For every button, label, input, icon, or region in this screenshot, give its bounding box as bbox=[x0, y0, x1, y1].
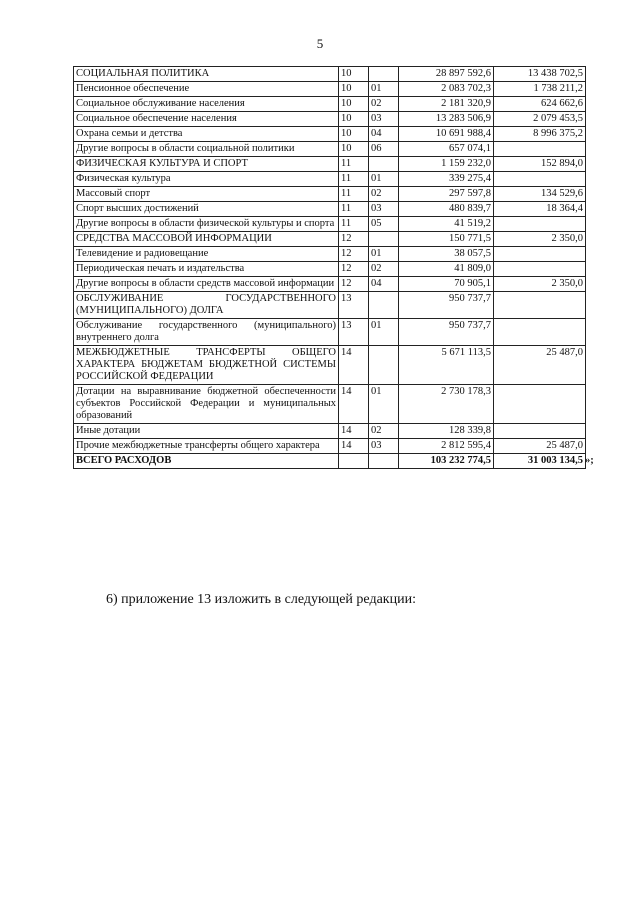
row-section-cell: 12 bbox=[339, 262, 369, 277]
row-name-cell: Охрана семьи и детства bbox=[74, 127, 339, 142]
row-amount-1-cell: 41 519,2 bbox=[399, 217, 494, 232]
amendment-text: 6) приложение 13 изложить в следующей редакции: bbox=[106, 592, 416, 607]
table-row bbox=[74, 82, 586, 97]
row-amount-1-cell: 480 839,7 bbox=[399, 202, 494, 217]
table-row bbox=[74, 142, 586, 157]
row-subsection-cell: 02 bbox=[369, 187, 399, 202]
row-amount-1-cell: 41 809,0 bbox=[399, 262, 494, 277]
row-name-cell: Другие вопросы в области социальной политики bbox=[74, 142, 339, 157]
row-amount-1-cell: 2 812 595,4 bbox=[399, 439, 494, 454]
row-amount-2-cell: 2 350,0 bbox=[494, 232, 586, 247]
row-section-cell: 10 bbox=[339, 82, 369, 97]
row-amount-1-cell: 1 159 232,0 bbox=[399, 157, 494, 172]
row-name-cell: Дотации на выравнивание бюджетной обеспеченности субъектов Российской Федерации и муниципальных образований bbox=[74, 385, 339, 424]
table-row bbox=[74, 247, 586, 262]
table-row bbox=[74, 439, 586, 454]
row-subsection-cell: 05 bbox=[369, 217, 399, 232]
row-section-cell: 11 bbox=[339, 202, 369, 217]
row-subsection-cell: 03 bbox=[369, 112, 399, 127]
row-amount-2-cell: 624 662,6 bbox=[494, 97, 586, 112]
table-row bbox=[74, 127, 586, 142]
table-section-row bbox=[74, 157, 586, 172]
row-section-cell: 10 bbox=[339, 142, 369, 157]
table-row bbox=[74, 172, 586, 187]
row-amount-2-cell: 25 487,0 bbox=[494, 346, 586, 385]
table-section-row bbox=[74, 292, 586, 319]
row-section-cell: 11 bbox=[339, 217, 369, 232]
row-subsection-cell: 01 bbox=[369, 319, 399, 346]
row-name-cell: Другие вопросы в области физической культуры и спорта bbox=[74, 217, 339, 232]
row-section-cell: 12 bbox=[339, 247, 369, 262]
row-amount-2-cell: 1 738 211,2 bbox=[494, 82, 586, 97]
row-section-cell: 14 bbox=[339, 439, 369, 454]
table-section-row bbox=[74, 67, 586, 82]
row-amount-1-cell: 28 897 592,6 bbox=[399, 67, 494, 82]
row-section-cell: 11 bbox=[339, 187, 369, 202]
row-subsection-cell: 02 bbox=[369, 424, 399, 439]
table-row bbox=[74, 319, 586, 346]
row-name-cell: Другие вопросы в области средств массовой информации bbox=[74, 277, 339, 292]
row-section-cell: 14 bbox=[339, 346, 369, 385]
row-name-cell: Социальное обслуживание населения bbox=[74, 97, 339, 112]
table-row bbox=[74, 187, 586, 202]
row-subsection-cell: 06 bbox=[369, 142, 399, 157]
row-amount-1-cell: 2 083 702,3 bbox=[399, 82, 494, 97]
budget-table-body bbox=[74, 67, 586, 469]
row-amount-1-cell: 657 074,1 bbox=[399, 142, 494, 157]
row-amount-1-cell: 150 771,5 bbox=[399, 232, 494, 247]
row-amount-2-cell bbox=[494, 217, 586, 232]
row-subsection-cell: 04 bbox=[369, 277, 399, 292]
row-amount-2-cell: 134 529,6 bbox=[494, 187, 586, 202]
row-amount-1-cell: 950 737,7 bbox=[399, 292, 494, 319]
row-amount-2-cell bbox=[494, 262, 586, 277]
row-amount-2-cell: 18 364,4 bbox=[494, 202, 586, 217]
row-section-cell: 13 bbox=[339, 319, 369, 346]
row-amount-1-cell: 10 691 988,4 bbox=[399, 127, 494, 142]
row-amount-2-cell: 31 003 134,5 bbox=[494, 454, 586, 469]
page-number: 5 bbox=[316, 36, 324, 51]
row-section-cell bbox=[339, 454, 369, 469]
table-section-row bbox=[74, 232, 586, 247]
row-amount-2-cell bbox=[494, 424, 586, 439]
row-section-cell: 10 bbox=[339, 67, 369, 82]
row-subsection-cell bbox=[369, 292, 399, 319]
table-section-row bbox=[74, 346, 586, 385]
row-subsection-cell: 01 bbox=[369, 247, 399, 262]
row-name-cell: Социальное обеспечение населения bbox=[74, 112, 339, 127]
row-subsection-cell bbox=[369, 157, 399, 172]
row-amount-2-cell: 152 894,0 bbox=[494, 157, 586, 172]
closing-quote: »; bbox=[585, 454, 594, 466]
row-name-cell: СОЦИАЛЬНАЯ ПОЛИТИКА bbox=[74, 67, 339, 82]
table-row bbox=[74, 424, 586, 439]
row-amount-1-cell: 2 181 320,9 bbox=[399, 97, 494, 112]
row-subsection-cell: 01 bbox=[369, 172, 399, 187]
row-amount-1-cell: 5 671 113,5 bbox=[399, 346, 494, 385]
row-amount-1-cell: 950 737,7 bbox=[399, 319, 494, 346]
row-section-cell: 10 bbox=[339, 97, 369, 112]
row-name-cell: ФИЗИЧЕСКАЯ КУЛЬТУРА И СПОРТ bbox=[74, 157, 339, 172]
row-amount-2-cell: 25 487,0 bbox=[494, 439, 586, 454]
budget-table bbox=[73, 66, 586, 469]
row-name-cell: Спорт высших достижений bbox=[74, 202, 339, 217]
table-row bbox=[74, 385, 586, 424]
row-amount-1-cell: 70 905,1 bbox=[399, 277, 494, 292]
row-section-cell: 10 bbox=[339, 112, 369, 127]
row-amount-2-cell bbox=[494, 292, 586, 319]
row-subsection-cell bbox=[369, 454, 399, 469]
row-subsection-cell bbox=[369, 232, 399, 247]
row-amount-1-cell: 2 730 178,3 bbox=[399, 385, 494, 424]
row-amount-1-cell: 13 283 506,9 bbox=[399, 112, 494, 127]
row-subsection-cell: 04 bbox=[369, 127, 399, 142]
row-name-cell: Пенсионное обеспечение bbox=[74, 82, 339, 97]
row-section-cell: 12 bbox=[339, 232, 369, 247]
row-amount-2-cell bbox=[494, 142, 586, 157]
row-name-cell: Массовый спорт bbox=[74, 187, 339, 202]
row-section-cell: 12 bbox=[339, 277, 369, 292]
row-amount-2-cell: 8 996 375,2 bbox=[494, 127, 586, 142]
row-subsection-cell: 01 bbox=[369, 385, 399, 424]
row-subsection-cell bbox=[369, 67, 399, 82]
row-subsection-cell: 02 bbox=[369, 262, 399, 277]
table-row bbox=[74, 97, 586, 112]
row-section-cell: 10 bbox=[339, 127, 369, 142]
row-name-cell: МЕЖБЮДЖЕТНЫЕ ТРАНСФЕРТЫ ОБЩЕГО ХАРАКТЕРА БЮДЖЕТАМ БЮДЖЕТНОЙ СИСТЕМЫ РОССИЙСКОЙ ФЕДЕРАЦИИ bbox=[74, 346, 339, 385]
row-amount-2-cell bbox=[494, 172, 586, 187]
row-amount-1-cell: 38 057,5 bbox=[399, 247, 494, 262]
row-subsection-cell bbox=[369, 346, 399, 385]
row-name-cell: ВСЕГО РАСХОДОВ bbox=[74, 454, 339, 469]
row-amount-2-cell: 2 350,0 bbox=[494, 277, 586, 292]
row-name-cell: ОБСЛУЖИВАНИЕ ГОСУДАРСТВЕННОГО (МУНИЦИПАЛЬНОГО) ДОЛГА bbox=[74, 292, 339, 319]
row-name-cell: Периодическая печать и издательства bbox=[74, 262, 339, 277]
row-name-cell: СРЕДСТВА МАССОВОЙ ИНФОРМАЦИИ bbox=[74, 232, 339, 247]
row-amount-1-cell: 339 275,4 bbox=[399, 172, 494, 187]
row-name-cell: Иные дотации bbox=[74, 424, 339, 439]
row-name-cell: Прочие межбюджетные трансферты общего характера bbox=[74, 439, 339, 454]
row-section-cell: 14 bbox=[339, 385, 369, 424]
row-amount-1-cell: 297 597,8 bbox=[399, 187, 494, 202]
row-name-cell: Обслуживание государственного (муниципального) внутреннего долга bbox=[74, 319, 339, 346]
row-amount-2-cell: 13 438 702,5 bbox=[494, 67, 586, 82]
row-subsection-cell: 03 bbox=[369, 202, 399, 217]
table-row bbox=[74, 262, 586, 277]
row-section-cell: 14 bbox=[339, 424, 369, 439]
row-amount-2-cell bbox=[494, 319, 586, 346]
table-row bbox=[74, 112, 586, 127]
row-section-cell: 13 bbox=[339, 292, 369, 319]
row-amount-1-cell: 128 339,8 bbox=[399, 424, 494, 439]
row-amount-2-cell bbox=[494, 247, 586, 262]
row-subsection-cell: 02 bbox=[369, 97, 399, 112]
row-amount-2-cell: 2 079 453,5 bbox=[494, 112, 586, 127]
row-subsection-cell: 03 bbox=[369, 439, 399, 454]
row-section-cell: 11 bbox=[339, 172, 369, 187]
row-name-cell: Телевидение и радиовещание bbox=[74, 247, 339, 262]
table-total-row bbox=[74, 454, 586, 469]
table-row bbox=[74, 277, 586, 292]
row-subsection-cell: 01 bbox=[369, 82, 399, 97]
table-row bbox=[74, 202, 586, 217]
row-amount-2-cell bbox=[494, 385, 586, 424]
row-amount-1-cell: 103 232 774,5 bbox=[399, 454, 494, 469]
row-section-cell: 11 bbox=[339, 157, 369, 172]
row-name-cell: Физическая культура bbox=[74, 172, 339, 187]
table-row bbox=[74, 217, 586, 232]
